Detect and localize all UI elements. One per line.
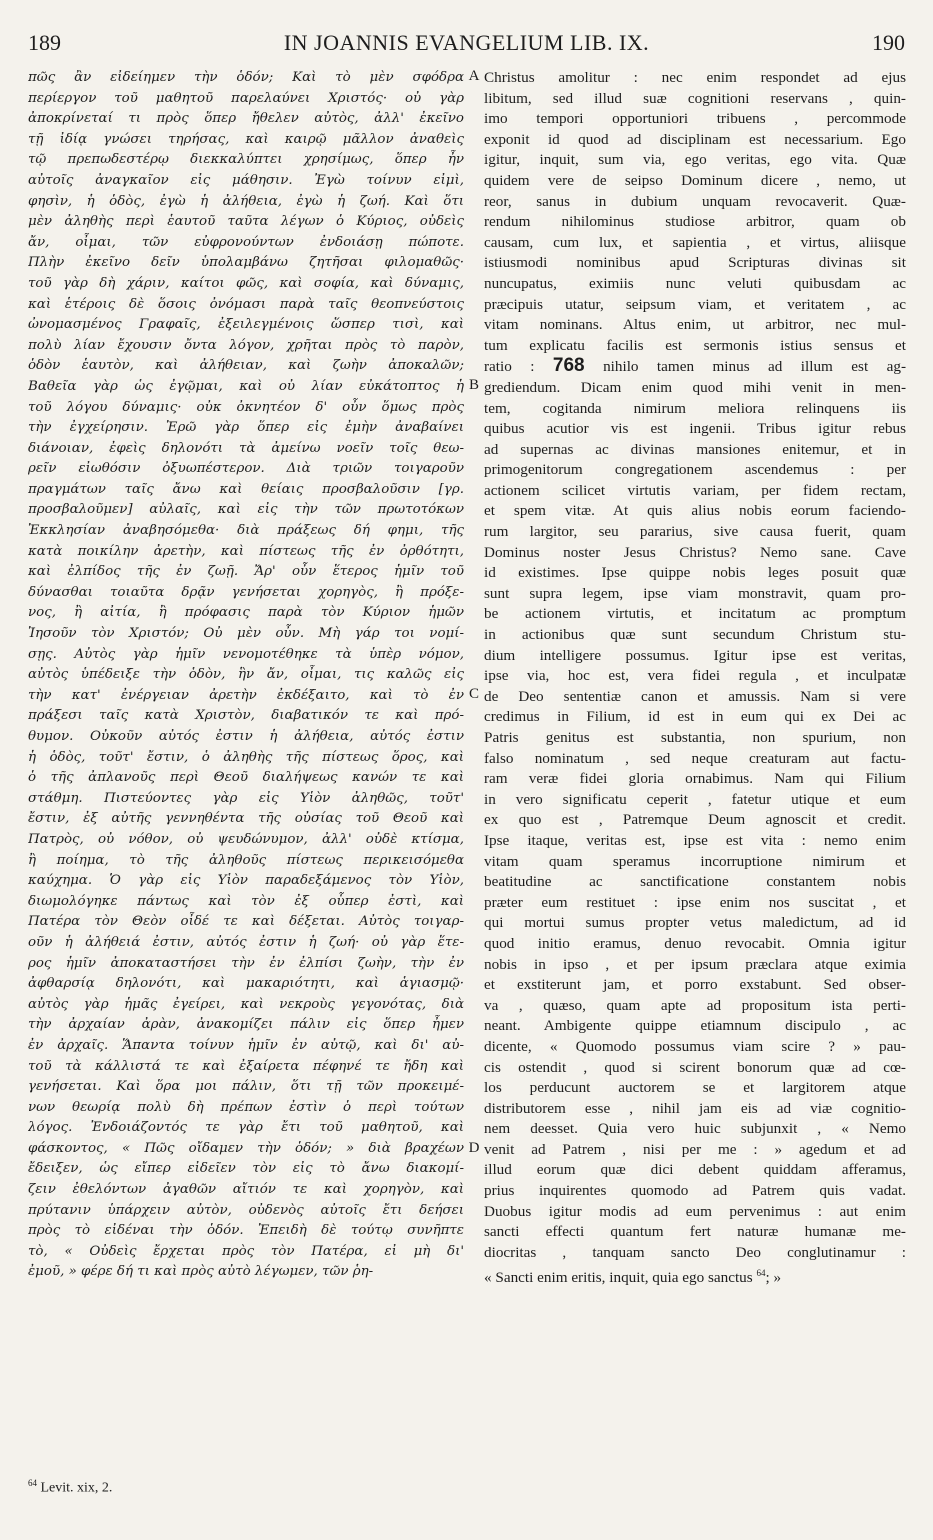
latin-line: illud eorum quæ dici debent quiddam afferamus,	[484, 1161, 906, 1179]
greek-line: τὴν ἀρχαίαν ἀρὰν, ἀνακομίζει πάλιν εἰς ὅπερ ἦμεν	[28, 1017, 464, 1033]
latin-line: istiusmodi nominibus apud Scripturas divinas sit	[484, 254, 906, 272]
latin-line: imo tempori opportuniori tribuens , percommode	[484, 110, 906, 128]
latin-line: Duobus igitur modis ad eum pervenimus : aut enim	[484, 1202, 906, 1220]
column-number: 768	[552, 356, 585, 377]
margin-marker-a: A	[468, 68, 480, 84]
latin-line: vitam nominans. Altus enim, ut arbitror, nec mul-	[484, 316, 906, 334]
footnote	[28, 1478, 112, 1497]
page-number-right: 190	[872, 30, 905, 55]
greek-text-column	[28, 68, 464, 1283]
greek-line: πρύτανιν ὑπάρχειν αὐτὸν, οὐδενὸς αὐτοῖς ἔτι δεήσει	[28, 1202, 464, 1218]
latin-line: ad supernas ac divinas mansiones enitemur, et in	[484, 440, 906, 458]
greek-line: ἡ ὁδὸς, τοῦτ' ἔστιν, ὁ ἀληθὴς τῆς πίστεως ὅρος, καὶ	[28, 749, 464, 765]
latin-line: rum largitor, seu pararius, sive causa fuerit, quam	[484, 523, 906, 541]
latin-line: ipse via, hoc est, vera fidei regula , et inculpatæ	[484, 667, 906, 685]
latin-line	[484, 356, 906, 378]
greek-line: μὲν ἀληθὴς περὶ ἑαυτοῦ ταῦτα λέγων ὁ Κύριος, οὐδεὶς	[28, 214, 464, 230]
latin-line: dium intelligere possumus. Igitur ipse est veritas,	[484, 646, 906, 664]
latin-line: be actionem virtutis, et incitatum ac promptum	[484, 605, 906, 623]
greek-line: ἔστιν, ἐξ αὐτῆς γεννηθέντα τῆς οὐσίας τοῦ Θεοῦ καὶ	[28, 811, 464, 827]
margin-marker-b: B	[468, 377, 479, 393]
latin-line-part: « Sancti enim eritis, inquit, quia ego sanctus	[484, 1269, 753, 1287]
greek-line: καὶ ἑτέροις δὲ ὅσοις ὀνόμασι παρὰ ταῖς θεοπνεύστοις	[28, 296, 464, 312]
latin-line: sancti effecti quantum fert naturæ humanæ me-	[484, 1223, 906, 1241]
latin-line: distributorem esse , nihil jam eis ad viæ cognitio-	[484, 1099, 906, 1117]
greek-line: σῃς. Αὐτὸς γὰρ ἡμῖν νενομοτέθηκε τὰ ὑπὲρ νόμον,	[28, 646, 464, 662]
greek-line: αὐτὸς ὑπέδειξε τὴν ὁδὸν, ἣν ἄν, οἶμαι, τις καλῶς εἰς	[28, 667, 464, 683]
greek-line: αὐτὸς γὰρ ἡμᾶς ἐγείρει, καὶ νεκροὺς γεγονότας, διὰ	[28, 996, 464, 1012]
greek-line: γενήσεται. Καὶ ὅρα μοι πάλιν, ὅτι τῇ τῶν προκειμέ-	[28, 1079, 464, 1095]
latin-line: primogenitorum congregationem ascendemus : per	[484, 461, 906, 479]
greek-line: ἢ ποίημα, τὸ τῆς ἀληθοῦς πίστεως περικεισόμεθα	[28, 852, 464, 868]
latin-line: Dominus noster Jesus Christus? Nemo sane. Cave	[484, 543, 906, 561]
latin-line: Christus amolitur : nec enim respondet ad ejus	[484, 69, 906, 86]
latin-line: nem deesset. Quia vero huic subjunxit , « Nemo	[484, 1120, 906, 1138]
latin-line: in vero significatu ceperit , fatetur utique et eum	[484, 790, 906, 808]
latin-line: sunt supra legem, ipse viam monstravit, quam pro-	[484, 584, 906, 602]
greek-line: λόγος. Ἐνδοιάζοντός τε γὰρ ἔτι τοῦ μαθητοῦ, καὶ	[28, 1120, 464, 1136]
latin-line: in actionibus quæ sunt secundum Christum stu-	[484, 626, 906, 644]
greek-line: περίεργον τοῦ μαθητοῦ παρελαύνει Χριστός· οὐ γὰρ	[28, 90, 464, 106]
greek-line: τῇ ἰδίᾳ γνώσει τηρήσας, καὶ καιρῷ μᾶλλον ἀναθεὶς	[28, 131, 464, 147]
latin-line: actionem scilicet virtutis variam, per fidem rectam,	[484, 481, 906, 499]
greek-line: ζειν ἐθελόντων ἀγαθῶν αἴτιόν τε καὶ χορηγὸν, καὶ	[28, 1182, 464, 1198]
footnote-ref: 64	[756, 1268, 766, 1279]
greek-line: ἐν ἀρχαῖς. Ἅπαντα τοίνυν ἡμῖν ἐν αὐτῷ, καὶ δι' αὐ-	[28, 1037, 464, 1053]
latin-line: nobis in ipso , et per ipsum præclara atque eximia	[484, 955, 906, 973]
greek-line: τὴν ἐγχείρησιν. Ἐρῶ γὰρ ὅπερ εἰς ἐμὴν ἀναβαίνει	[28, 420, 464, 436]
greek-line: ἔδειξεν, ὡς εἴπερ εἰδεῖεν τὸν εἰς τὸ ἄνω διακομί-	[28, 1161, 464, 1177]
greek-line: αὐτοῖς ἀναγκαῖον εἰς μάθησιν. Ἐγὼ τοίνυν εἰμὶ,	[28, 172, 464, 188]
greek-line: καύχημα. Ὁ γὰρ εἰς Υἱὸν παραδεξάμενος τὸν Υἱὸν,	[28, 873, 464, 889]
latin-line: quidem vere de seipso Dominum dicere , nemo, ut	[484, 171, 906, 189]
greek-line: πῶς ἂν εἰδείημεν τὴν ὁδόν; Καὶ τὸ μὲν σφόδρα	[28, 70, 464, 85]
footnote-mark: 64	[28, 1478, 37, 1488]
greek-line: Πατέρα τὸν Θεὸν οἶδέ τε καὶ δέξεται. Αὐτὸς τοιγαρ-	[28, 914, 464, 930]
latin-line: exponit id quod ad disciplinam est necessarium. Ego	[484, 130, 906, 148]
greek-line: τοῦ λόγου δύναμις· οὐκ ὀκνητέον δ' οὖν ὅμως πρὸς	[28, 399, 464, 415]
greek-line: ὁ τῆς ἀπλανοῦς περὶ Θεοῦ διαλήψεως κανών τε καὶ	[28, 770, 464, 786]
latin-line: et exstiterunt jam, et porro exstabunt. Sed obser-	[484, 976, 906, 994]
latin-line: prius inquirentes quomodo ad Patrem quis vadat.	[484, 1182, 906, 1200]
latin-line: tem, cogitanda nimirum meliora relinquens iis	[484, 399, 906, 417]
greek-line: κατὰ ποικίλην ἀρετὴν, καὶ πίστεως τῆς ἐν ὀρθότητι,	[28, 543, 464, 559]
latin-line: præcipuis utatur, seipsum viam, et veritatem , ac	[484, 295, 906, 313]
latin-line: dicente, « Quomodo possumus viam scire ? » pau-	[484, 1037, 906, 1055]
greek-line: πράξεσι ταῖς κατὰ Χριστὸν, διαβατικόν τε καὶ πρό-	[28, 708, 464, 724]
latin-line: diocritas , tanquam sancto Deo conglutinamur :	[484, 1243, 906, 1261]
greek-line: φάσκοντος, « Πῶς οἴδαμεν τὴν ὁδόν; » διὰ βραχέων	[28, 1140, 464, 1156]
greek-line: ὠνομασμένος Γραφαῖς, ἐξειλεγμένοις ὥσπερ τισὶ, καὶ	[28, 317, 464, 333]
greek-line: Πλὴν ἐκεῖνο δεῖν ὑπολαμβάνω ζητῆσαι φιλομαθῶς·	[28, 255, 464, 271]
greek-line: τὸ, « Οὐδεὶς ἔρχεται πρὸς τὸν Πατέρα, εἰ μὴ δι'	[28, 1243, 464, 1259]
greek-line: ρος ἡμῖν ἀποκαταστήσει τὴν ἐν ἐλπίσι ζωὴν, τὴν ἐν	[28, 955, 464, 971]
running-title: IN JOANNIS EVANGELIUM LIB. IX.	[283, 30, 650, 55]
margin-marker-d: D	[468, 1140, 480, 1156]
latin-line: Ipse itaque, veritas est, ipse est vita : nemo enim	[484, 831, 906, 849]
latin-line: grediendum. Dicam enim quod mihi venit in men-	[484, 378, 906, 396]
latin-line: beatitudine ac sanctificatione constantem nobis	[484, 873, 906, 891]
greek-line: νος, ἢ αἰτία, ἢ πρόφασις παρὰ τὸν Κύριον ἡμῶν	[28, 605, 464, 621]
latin-line-part: ; »	[765, 1269, 782, 1287]
page-number-left: 189	[28, 30, 61, 55]
latin-line: et spem vitæ. At quis alius nobis eorum faciendo-	[484, 502, 906, 520]
latin-line: id existimes. Ipse quippe nobis leges posuit quæ	[484, 564, 906, 582]
greek-line: πρὸς τὸ εἰδέναι τὴν ὁδόν. Ἐπειδὴ δὲ τούτῳ συνῆπτε	[28, 1223, 464, 1239]
latin-line: qui mortui sumus propter vetus maledictum, ad id	[484, 914, 906, 932]
latin-line: nuncupatus, eximiis nunc veluti quibusdam ac	[484, 274, 906, 292]
latin-line: venit ad Patrem , nisi per me : » agedum et ad	[484, 1140, 906, 1158]
greek-line: διάνοιαν, ἐφεὶς δηλονότι τὰ ἀμείνω νοεῖν τοῖς θεω-	[28, 440, 464, 456]
running-header	[28, 30, 905, 60]
greek-line: ἐμοῦ, » φέρε δή τι καὶ πρὸς αὐτὸ λέγωμεν, τῶν ῥη-	[28, 1264, 374, 1280]
latin-line: quibus acutior vis est ingenii. Tribus igitur rebus	[484, 420, 906, 438]
greek-line: ἄν, οἶμαι, τῶν εὐφρονούντων ἐνδοιάσῃ πώποτε.	[28, 234, 464, 250]
greek-line: πολὺ λίαν ἔχουσιν ὄντα λόγον, χρῆται πρὸς τὸ παρὸν,	[28, 337, 464, 353]
latin-line: falso nominatum , sed neque creaturam aut factu-	[484, 749, 906, 767]
latin-line: va , quæso, quam apte ad propositum ista perti-	[484, 996, 906, 1014]
greek-line: καὶ ἐλπίδος τῆς ἐν ζωῇ. Ἄρ' οὖν ἕτερος ἡμῖν τοῦ	[28, 564, 464, 580]
greek-line: ρεῖν εἰωθόσιν ὀξυωπέστερον. Διὰ τριῶν τοιγαροῦν	[28, 461, 464, 477]
greek-line: νων θεωρίᾳ πολὺ δὴ πρέπων ἐστὶν ὁ περὶ τούτων	[28, 1099, 464, 1115]
latin-line: neant. Ambigente quippe etiamnum discipulo , ac	[484, 1017, 906, 1035]
greek-line: διωμολόγηκε πάντως καὶ τὸν ἐξ οὗπερ ἐστὶ, καὶ	[28, 893, 464, 909]
latin-line: reor, sanus in dubium unquam revocaverit. Quæ-	[484, 192, 906, 210]
greek-line: πραγμάτων ταῖς ἄνω καὶ θείαις προσβαλοῦσιν [γρ.	[28, 481, 464, 497]
greek-line: ὁδὸν ἑαυτὸν, καὶ ἀλήθειαν, καὶ ζωὴν ἀποκαλῶν;	[28, 358, 464, 374]
latin-line: tum explicatu facilis est sermonis istius sensus et	[484, 336, 906, 354]
greek-line: ἀφθαρσίᾳ δηλονότι, καὶ μακαριότητι, καὶ ἁγιασμῷ·	[28, 976, 464, 992]
greek-line: δύνασθαι τοιαῦτα δρᾷν γενήσεται χορηγὸς, ἢ πρόξε-	[28, 584, 464, 600]
latin-line: cis ostendit , quod si scirent bonorum quæ ad cœ-	[484, 1058, 906, 1076]
greek-line: Πατρὸς, οὐ νόθον, οὐ ψευδώνυμον, ἀλλ' οὐδὲ κτίσμα,	[28, 831, 464, 847]
greek-line: Ἐκκλησίαν ἀναβησόμεθα· διὰ πράξεως δή φημι, τῆς	[28, 523, 464, 539]
latin-line: credimus in Filium, id est in eum qui ex Dei ac	[484, 708, 906, 726]
latin-line: quod initio eramus, denuo revocabit. Omnia igitur	[484, 934, 906, 952]
greek-line: θυμον. Οὐκοῦν αὐτός ἐστιν ἡ ἀλήθεια, αὐτός ἐστιν	[28, 729, 464, 744]
latin-line: libitum, sed illud suæ cognitioni reservans , quin-	[484, 89, 906, 107]
latin-line: Patris genitus est substantia, non spurium, non	[484, 729, 906, 746]
greek-line: ἀποκρίνεταί τι πρὸς ὅπερ ἤθελεν αὐτὸς, ἀλλ' ἐκεῖνο	[28, 111, 464, 127]
footnote-text: Levit. xix, 2.	[37, 1480, 113, 1496]
greek-line: τοῦ γὰρ δὴ χάριν, καίτοι φῶς, καὶ σοφία, καὶ δύναμις,	[28, 275, 464, 291]
latin-text-column	[484, 68, 906, 1289]
greek-line: οῦν ἡ ἀλήθειά ἐστιν, αὐτός ἐστιν ἡ ζωή· οὐ γὰρ ἕτε-	[28, 934, 464, 950]
greek-line: τῷ πρεπωδεστέρῳ διεκκαλύπτει χρησίμως, ὅπερ ἦν	[28, 152, 464, 168]
latin-line: ex quo est , Patremque Deum agnoscit et credit.	[484, 811, 906, 829]
latin-line: præter eum restituet : ipse enim nos suscitat , et	[484, 893, 906, 911]
greek-line: τὴν κατ' ἐνέργειαν ἀρετὴν ἐκδέξαιτο, καὶ τὸ ἐν	[28, 687, 464, 703]
latin-line-part: nihilo tamen minus ad illum est ag-	[603, 358, 906, 376]
latin-line: de Deo sententiæ canon et amussis. Nam si vere	[484, 687, 906, 705]
greek-line: στάθμη. Πιστεύοντες γὰρ εἰς Υἱὸν ἀληθῶς, τοῦτ'	[28, 790, 464, 806]
latin-line-part: ratio :	[484, 358, 535, 376]
latin-line: ram veræ fidei gloria ornabimus. Nam qui Filium	[484, 770, 906, 788]
greek-line: φησὶν, ἡ ὁδὸς, ἐγὼ ἡ ἀλήθεια, ἐγὼ ἡ ζωή. Καὶ ὅτι	[28, 193, 464, 209]
latin-line: los perducunt auctorem se et largitorem atque	[484, 1079, 906, 1097]
latin-line: igitur, inquit, sum via, ego veritas, ego vita. Quæ	[484, 151, 906, 169]
greek-line: Ἰησοῦν τὸν Χριστόν; Οὐ μὲν οὖν. Μὴ γάρ τοι νομί-	[28, 626, 464, 642]
greek-line: Βαθεῖα γὰρ ὡς ἐγῷμαι, καὶ οὐ λίαν εὐκάτοπτος ἡ	[28, 378, 464, 394]
greek-line: τοῦ τὰ κάλλιστά τε καὶ ἐξαίρετα πέφηνέ τε ἤδη καὶ	[28, 1058, 464, 1074]
latin-line: causam, cum lux, et sapientia , et virtus, aliisque	[484, 233, 906, 251]
latin-line	[484, 1263, 906, 1289]
greek-line: προσβαλοῦμεν] αὐλαῖς, καὶ εἰς τὴν τῶν πρωτοτόκων	[28, 502, 464, 518]
latin-line: vitam quam speramus incorruptione nimirum et	[484, 852, 906, 870]
latin-line: rendum nihilominus studiose arbitror, quam ob	[484, 213, 906, 231]
margin-marker-c: C	[468, 686, 479, 702]
